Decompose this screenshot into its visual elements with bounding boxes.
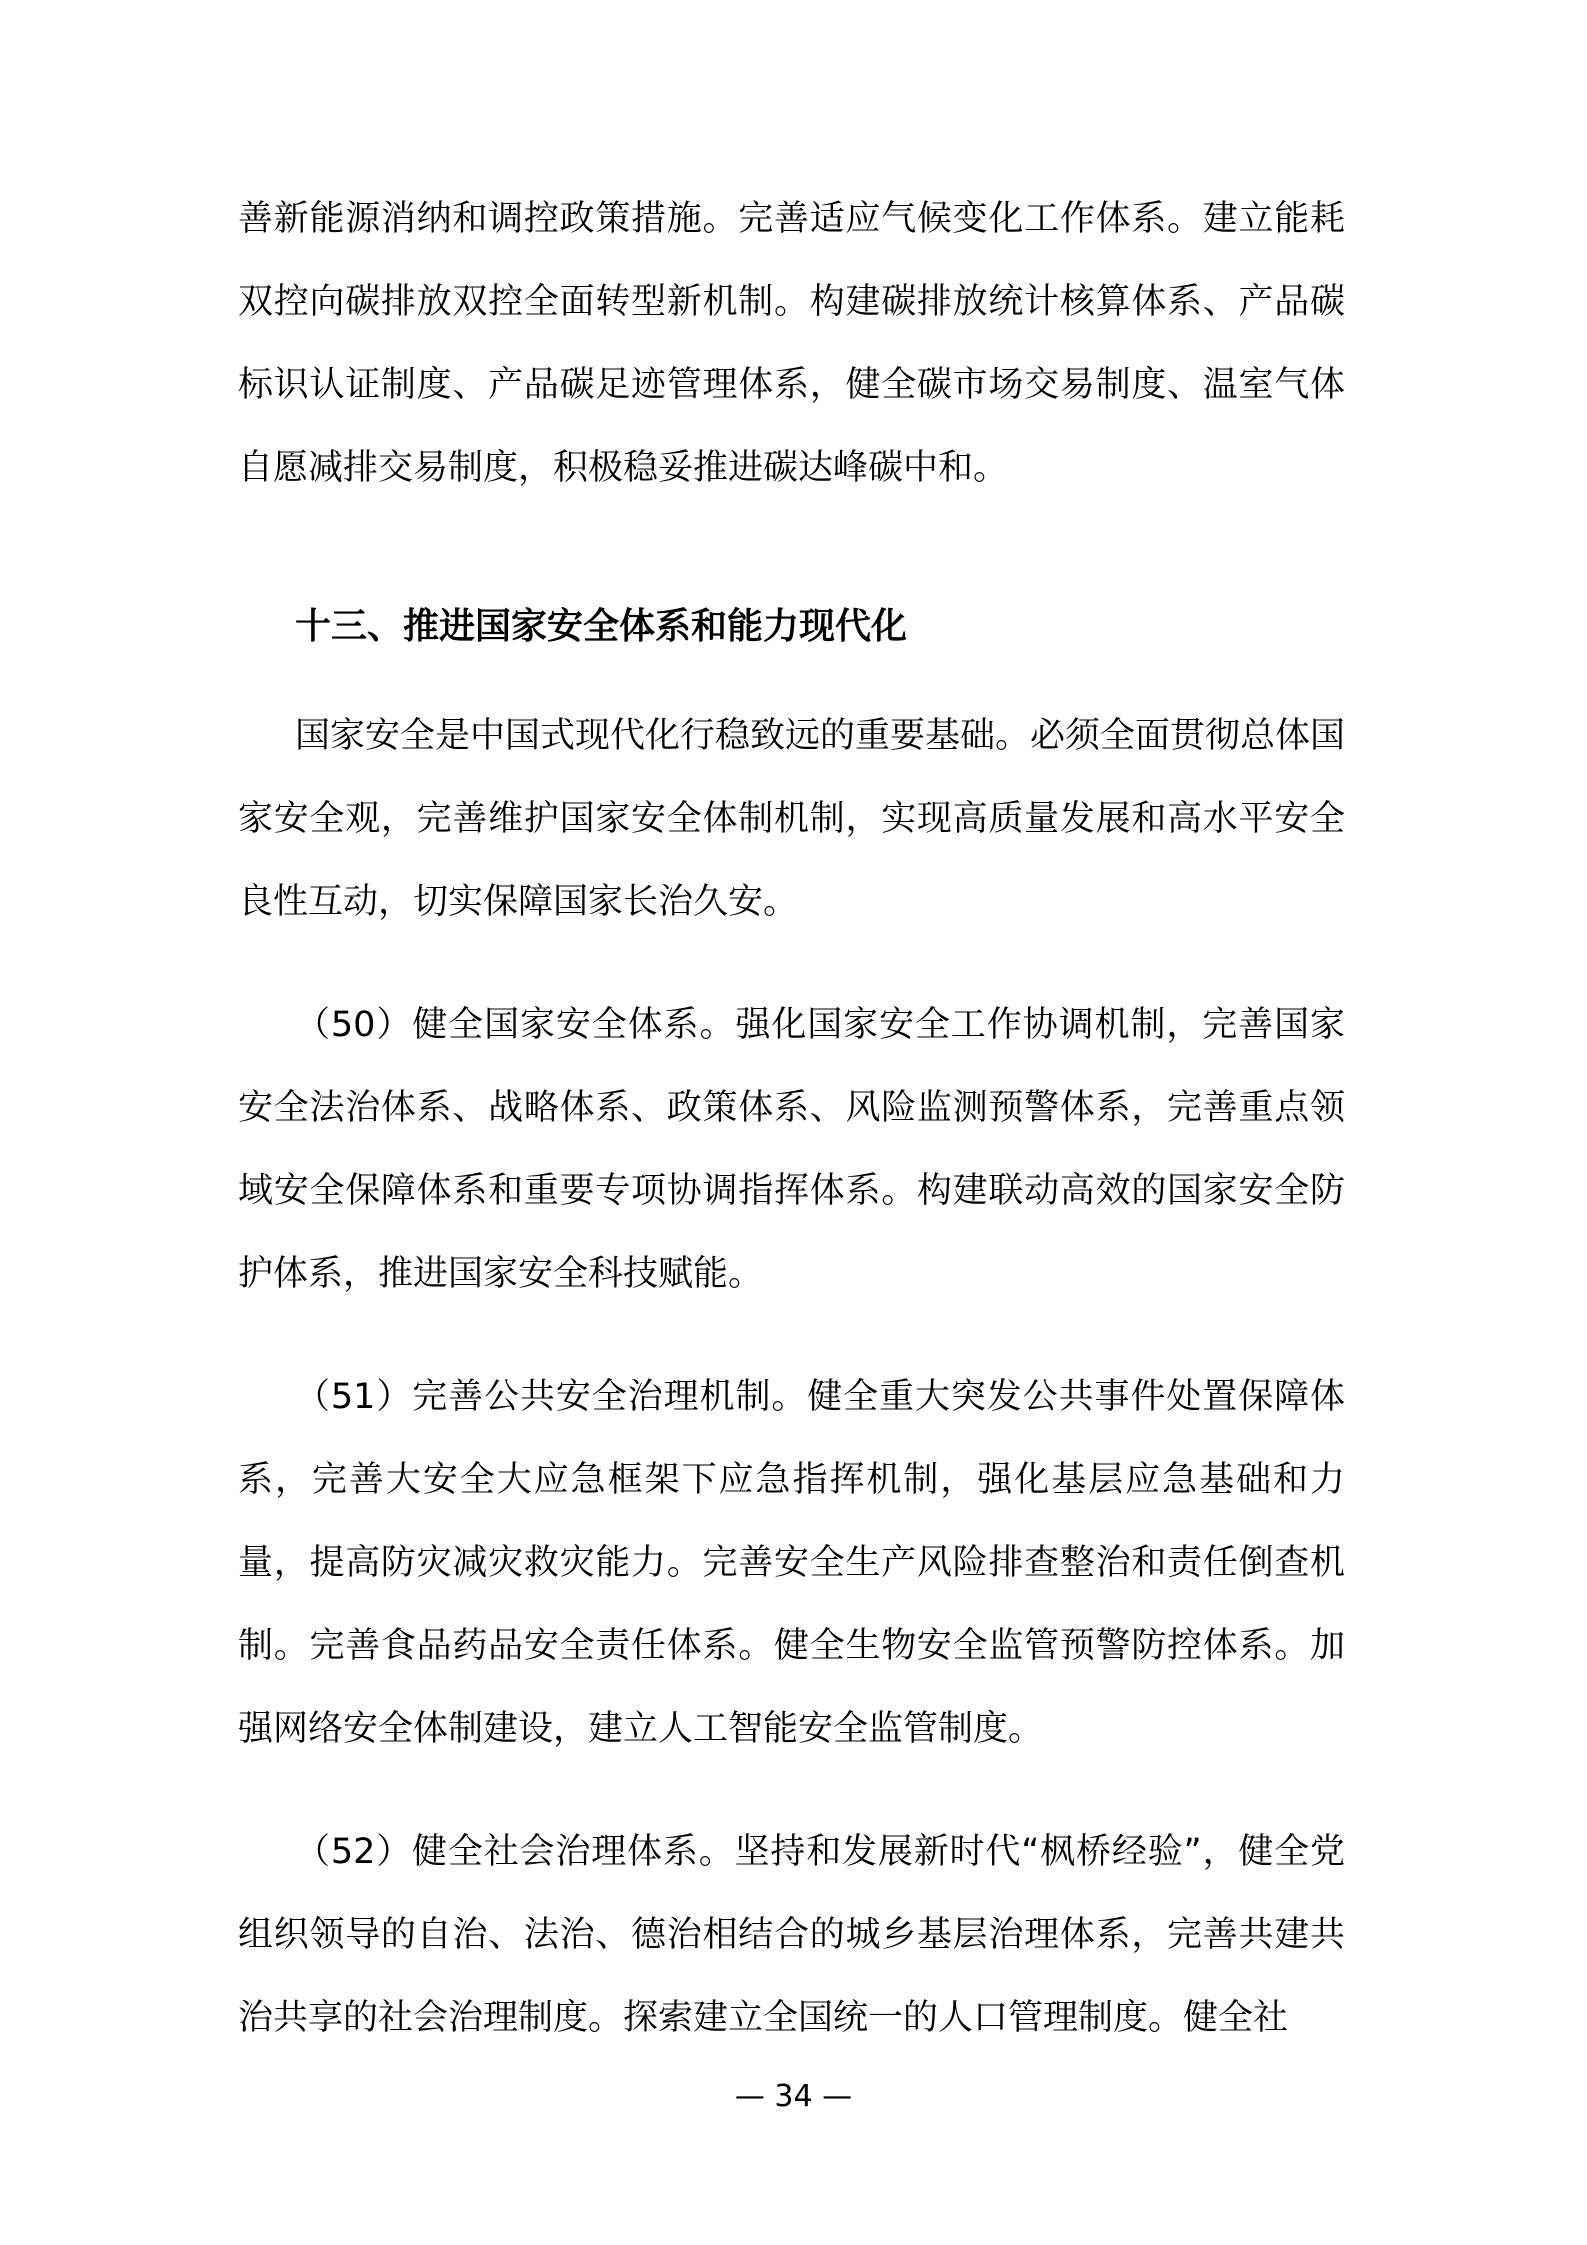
paragraph-continuation: 善新能源消纳和调控政策措施。完善适应气候变化工作体系。建立能耗双控向碳排放双控全面转型新机制。构建碳排放统计核算体系、产品碳标识认证制度、产品碳足迹管理体系，健全碳市场交易制度、温室气体自愿减排交易制度，积极稳妥推进碳达峰碳中和。 bbox=[238, 199, 1345, 488]
paragraph-item-52: （52）健全社会治理体系。坚持和发展新时代“枫桥经验”，健全党组织领导的自治、法治、德治相结合的城乡基层治理体系，完善共建共治共享的社会治理制度。探索建立全国统一的人口管理制度。健全社 bbox=[238, 1832, 1345, 2038]
page-content bbox=[238, 178, 1345, 2100]
paragraph-item-51: （51）完善公共安全治理机制。健全重大突发公共事件处置保障体系，完善大安全大应急框架下应急指挥机制，强化基层应急基础和力量，提高防灾减灾救灾能力。完善安全生产风险排查整治和责任倒查机制。完善食品药品安全责任体系。健全生物安全监管预警防控体系。加强网络安全体制建设，建立人工智能安全监管制度。 bbox=[238, 1377, 1345, 1749]
section-heading: 十三、推进国家安全体系和能力现代化 bbox=[295, 606, 908, 647]
paragraph-intro: 国家安全是中国式现代化行稳致远的重要基础。必须全面贯彻总体国家安全观，完善维护国家安全体制机制，实现高质量发展和高水平安全良性互动，切实保障国家长治久安。 bbox=[238, 716, 1346, 922]
page-number: — 34 — bbox=[734, 2079, 853, 2114]
paragraph-item-50: （50）健全国家安全体系。强化国家安全工作协调机制，完善国家安全法治体系、战略体系、政策体系、风险监测预警体系，完善重点领域安全保障体系和重要专项协调指挥体系。构建联动高效的国家安全防护体系，推进国家安全科技赋能。 bbox=[238, 1005, 1345, 1294]
